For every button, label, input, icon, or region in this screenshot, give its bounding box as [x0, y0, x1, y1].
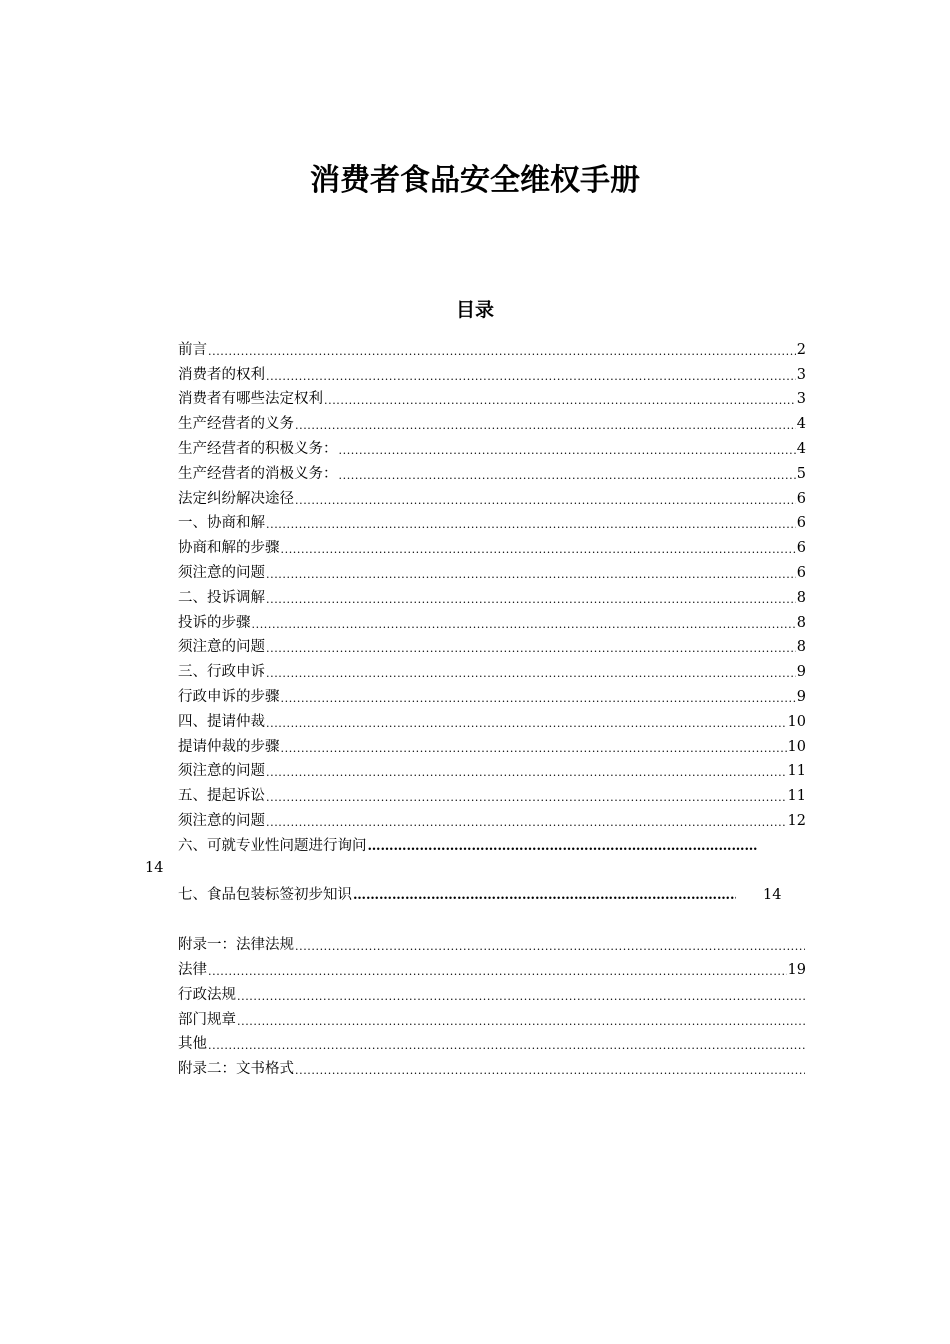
toc-dot-leader	[266, 637, 796, 657]
toc-dot-leader	[324, 389, 796, 409]
toc-dot-leader	[208, 960, 787, 980]
toc-entry-page: 8	[796, 589, 806, 606]
toc-dot-leader	[266, 712, 787, 732]
toc-entry-page: 11	[787, 788, 806, 805]
document-title: 消费者食品安全维权手册	[310, 163, 640, 198]
toc-entry-label: 行政法规	[178, 986, 236, 1003]
toc-entry[interactable]	[178, 509, 806, 534]
toc-dot-leader	[281, 538, 796, 558]
toc-entry-label: 须注意的问题	[178, 812, 265, 829]
toc-entry-page: 6	[796, 490, 806, 507]
toc-dot-leader	[281, 737, 787, 757]
toc-entry[interactable]	[178, 633, 806, 658]
toc-entry[interactable]	[178, 657, 806, 682]
toc-entry[interactable]	[178, 434, 806, 459]
toc-entry-label: 行政申诉的步骤	[178, 688, 280, 705]
toc-entry-page: 5	[796, 465, 806, 482]
toc-entry[interactable]	[178, 682, 806, 707]
toc-entry-page: 11	[787, 763, 806, 780]
toc-entry-page: 2	[796, 341, 806, 358]
toc-entry-page: 12	[787, 812, 806, 829]
toc-entry-page: 10	[787, 738, 806, 755]
toc-entry-label: 法定纠纷解决途径	[178, 490, 294, 507]
toc-entry-label: 消费者有哪些法定权利	[178, 391, 323, 408]
toc-entry[interactable]	[178, 484, 806, 509]
toc-dot-leader	[266, 588, 796, 608]
toc-entry-page: 6	[796, 515, 806, 532]
toc-entry-label: 六、可就专业性问题进行询问	[178, 837, 367, 854]
toc-dot-leader	[295, 489, 796, 509]
toc-appendix-entry[interactable]	[178, 930, 806, 955]
toc-entry-label: 部门规章	[178, 1011, 236, 1028]
toc-dot-leader	[266, 662, 796, 682]
toc-entry-label: 前言	[178, 341, 207, 358]
toc-dot-leader	[353, 885, 736, 905]
toc-entry-label: 须注意的问题	[178, 639, 265, 656]
toc-entry[interactable]	[178, 608, 806, 633]
toc-entry-page: 4	[796, 440, 806, 457]
toc-entry-label: 一、协商和解	[178, 515, 265, 532]
toc-dot-leader	[266, 563, 796, 583]
toc-entry-page: 8	[796, 614, 806, 631]
toc-entry[interactable]	[178, 385, 806, 410]
toc-dot-leader	[266, 786, 787, 806]
toc-dot-leader	[266, 811, 787, 831]
toc-dot-leader	[237, 985, 805, 1005]
toc-dot-leader	[295, 935, 805, 955]
toc-dot-leader	[208, 1034, 805, 1054]
toc-entry-label: 四、提请仲裁	[178, 713, 265, 730]
toc-entry[interactable]	[178, 806, 806, 831]
toc-heading: 目录	[455, 299, 494, 321]
toc-dot-leader	[281, 687, 796, 707]
toc-dot-leader	[266, 761, 787, 781]
toc-entry-page: 8	[796, 639, 806, 656]
toc-entry-label: 三、行政申诉	[178, 664, 265, 681]
toc-entry-page: 3	[796, 366, 806, 383]
toc-entry-consult[interactable]	[178, 831, 806, 856]
toc-dot-leader	[295, 1059, 805, 1079]
toc-entry-page: 3	[796, 391, 806, 408]
toc-entry-label: 须注意的问题	[178, 564, 265, 581]
toc-entry-label: 消费者的权利	[178, 366, 265, 383]
toc-dot-leader	[266, 513, 796, 533]
toc-dot-leader	[208, 340, 796, 360]
toc-entry[interactable]	[178, 360, 806, 385]
toc-entry-label: 提请仲裁的步骤	[178, 738, 280, 755]
toc-entry-page: 14	[763, 887, 782, 904]
toc-appendix-entry[interactable]	[178, 1054, 806, 1079]
toc-spacer	[178, 905, 806, 930]
toc-entry-labeling[interactable]	[178, 881, 806, 906]
toc-dot-leader	[237, 1010, 805, 1030]
toc-entry[interactable]	[178, 409, 806, 434]
toc-entry-label: 附录二：文书格式	[178, 1061, 294, 1078]
toc-entry[interactable]	[178, 757, 806, 782]
toc-dot-leader	[339, 464, 796, 484]
toc-dot-leader	[252, 613, 796, 633]
toc-entry[interactable]	[178, 781, 806, 806]
toc-entry-label: 七、食品包装标签初步知识	[178, 887, 352, 904]
toc-entry[interactable]	[178, 335, 806, 360]
toc-appendix-entry[interactable]	[178, 980, 806, 1005]
toc-entry-page: 19	[787, 961, 806, 978]
toc-entry-page: 6	[796, 540, 806, 557]
toc-appendix-entry[interactable]	[178, 955, 806, 980]
toc-entry-page: 10	[787, 713, 806, 730]
toc-entry-label: 其他	[178, 1036, 207, 1053]
toc-entry-label: 生产经营者的消极义务：	[178, 465, 338, 482]
toc-entry-page: 9	[796, 664, 806, 681]
toc-entry-page: 4	[796, 416, 806, 433]
toc-entry[interactable]	[178, 558, 806, 583]
toc-entry-label: 生产经营者的积极义务：	[178, 440, 338, 457]
toc-appendix-entry[interactable]	[178, 1030, 806, 1055]
toc-entry-page: 9	[796, 688, 806, 705]
toc-appendix-entry[interactable]	[178, 1005, 806, 1030]
toc-entry[interactable]	[178, 533, 806, 558]
toc-entry-page: 6	[796, 564, 806, 581]
toc-entry-label: 二、投诉调解	[178, 589, 265, 606]
toc-entry-label: 法律	[178, 961, 207, 978]
toc-entry-label: 协商和解的步骤	[178, 540, 280, 557]
toc-dot-leader	[266, 365, 796, 385]
toc-entry[interactable]	[178, 459, 806, 484]
toc-entry-label: 附录一：法律法规	[178, 937, 294, 954]
toc-entry-label: 须注意的问题	[178, 763, 265, 780]
toc-entry[interactable]	[178, 707, 806, 732]
table-of-contents	[178, 335, 806, 1079]
toc-wrapped-page-number: 14	[145, 860, 164, 876]
toc-entry[interactable]	[178, 732, 806, 757]
toc-entry[interactable]	[178, 583, 806, 608]
toc-dot-leader	[339, 439, 796, 459]
toc-dot-leader	[368, 836, 806, 856]
toc-dot-leader	[295, 414, 796, 434]
toc-entry-label: 投诉的步骤	[178, 614, 251, 631]
toc-entry-label: 生产经营者的义务	[178, 416, 294, 433]
toc-entry-label: 五、提起诉讼	[178, 788, 265, 805]
